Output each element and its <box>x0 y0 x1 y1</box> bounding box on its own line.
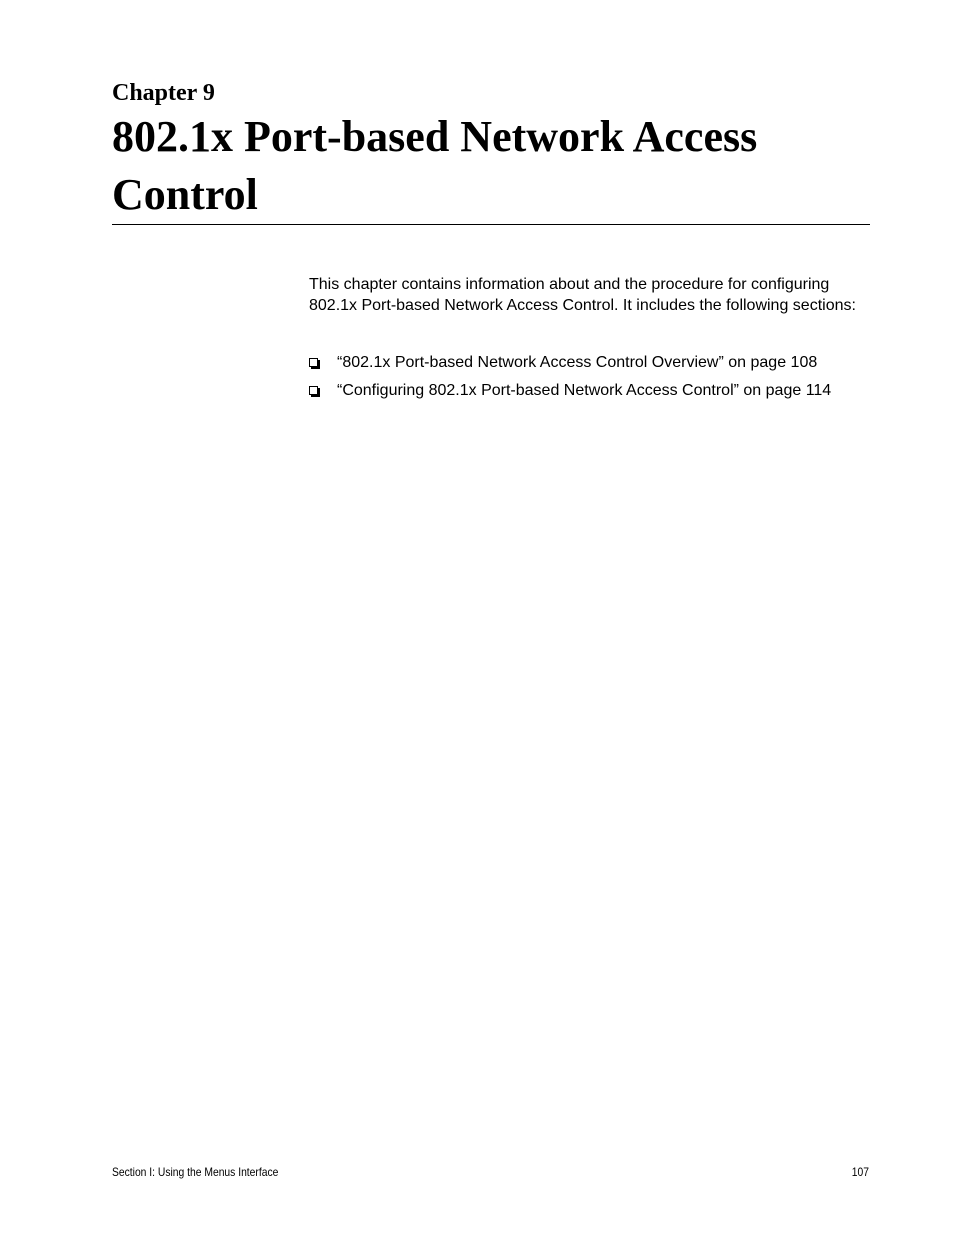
list-item[interactable] <box>309 380 879 401</box>
chapter-label: Chapter 9 <box>112 80 215 106</box>
checkbox-bullet-icon <box>309 358 318 367</box>
checkbox-bullet-icon <box>309 386 318 395</box>
footer-section-name: Section I: Using the Menus Interface <box>112 1165 279 1179</box>
footer-page-number: 107 <box>851 1165 869 1179</box>
list-item[interactable] <box>309 352 879 373</box>
section-link-text[interactable]: “Configuring 802.1x Port-based Network Access Control” on page 114 <box>337 382 832 399</box>
page-title: 802.1x Port-based Network Access Control <box>112 112 758 219</box>
intro-paragraph: This chapter contains information about and the procedure for configuring 802.1x Port-based Network Access Control. It includes the following sections: <box>309 276 856 314</box>
section-list <box>309 352 879 408</box>
section-link-text[interactable]: “802.1x Port-based Network Access Control Overview” on page 108 <box>337 354 818 371</box>
title-divider <box>112 224 870 225</box>
